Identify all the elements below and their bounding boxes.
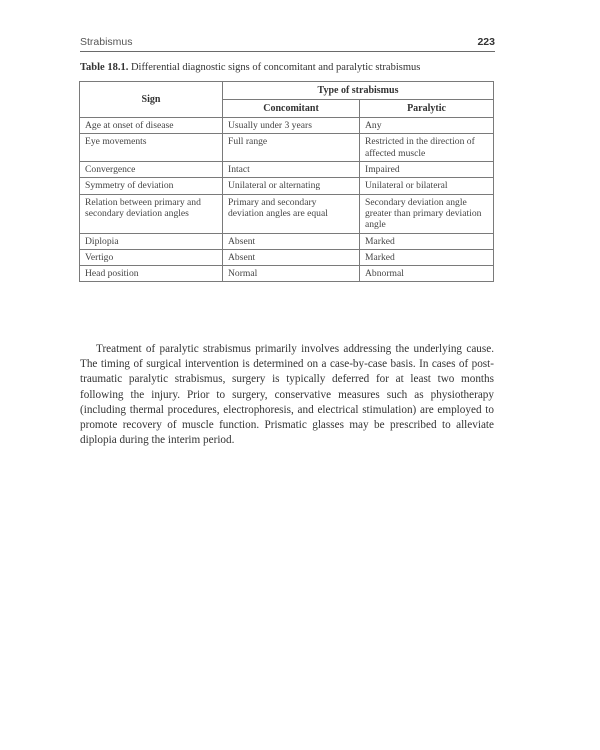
cell-sign: Vertigo [80, 249, 223, 265]
cell-paralytic: Abnormal [360, 266, 494, 282]
cell-sign: Eye movements [80, 134, 223, 162]
table-row [80, 249, 494, 265]
column-header-sign: Sign [80, 82, 223, 118]
table-caption-label: Table 18.1. [80, 62, 129, 73]
column-header-paralytic: Paralytic [360, 100, 494, 118]
cell-concomitant: Absent [223, 233, 360, 249]
cell-concomitant: Usually under 3 years [223, 118, 360, 134]
cell-paralytic: Impaired [360, 161, 494, 177]
table-row [80, 194, 494, 233]
chapter-title: Strabismus [80, 36, 133, 48]
cell-paralytic: Secondary deviation angle greater than primary deviation angle [360, 194, 494, 233]
cell-sign: Diplopia [80, 233, 223, 249]
table-row [80, 161, 494, 177]
table-caption-text: Differential diagnostic signs of concomitant and paralytic strabismus [130, 62, 421, 73]
cell-sign: Convergence [80, 161, 223, 177]
cell-paralytic: Marked [360, 233, 494, 249]
cell-sign: Relation between primary and secondary deviation angles [80, 194, 223, 233]
body-text [80, 342, 494, 448]
cell-concomitant: Normal [223, 266, 360, 282]
differential-diagnosis-table [79, 81, 494, 282]
table-row [80, 178, 494, 194]
table-caption [80, 62, 500, 73]
cell-concomitant: Absent [223, 249, 360, 265]
page-number: 223 [477, 36, 495, 48]
cell-concomitant: Full range [223, 134, 360, 162]
header-rule [80, 51, 495, 52]
cell-paralytic: Unilateral or bilateral [360, 178, 494, 194]
cell-concomitant: Intact [223, 161, 360, 177]
cell-sign: Head position [80, 266, 223, 282]
running-header [80, 36, 495, 52]
body-paragraph: Treatment of paralytic strabismus primarily involves addressing the underlying cause. The timing of surgical intervention is determined on a case-by-case basis. In cases of post-traumatic paralytic strabismus, surgery is typically deferred for at least two months following the injury. Prior to surgery, conservative measures such as physiotherapy (including thermal procedures, electrophoresis, and electrical stimulation) are employed to promote recovery of muscle function. Prismatic glasses may be prescribed to alleviate diplopia during the interim period. [80, 343, 494, 447]
cell-paralytic: Any [360, 118, 494, 134]
cell-sign: Symmetry of deviation [80, 178, 223, 194]
table-row [80, 233, 494, 249]
cell-paralytic: Restricted in the direction of affected muscle [360, 134, 494, 162]
table-row [80, 118, 494, 134]
cell-concomitant: Unilateral or alternating [223, 178, 360, 194]
cell-sign: Age at onset of disease [80, 118, 223, 134]
column-group-header-type: Type of strabismus [223, 82, 494, 100]
cell-paralytic: Marked [360, 249, 494, 265]
column-header-concomitant: Concomitant [223, 100, 360, 118]
table-row [80, 266, 494, 282]
table-row [80, 134, 494, 162]
cell-concomitant: Primary and secondary deviation angles are equal [223, 194, 360, 233]
table-body [80, 118, 494, 282]
